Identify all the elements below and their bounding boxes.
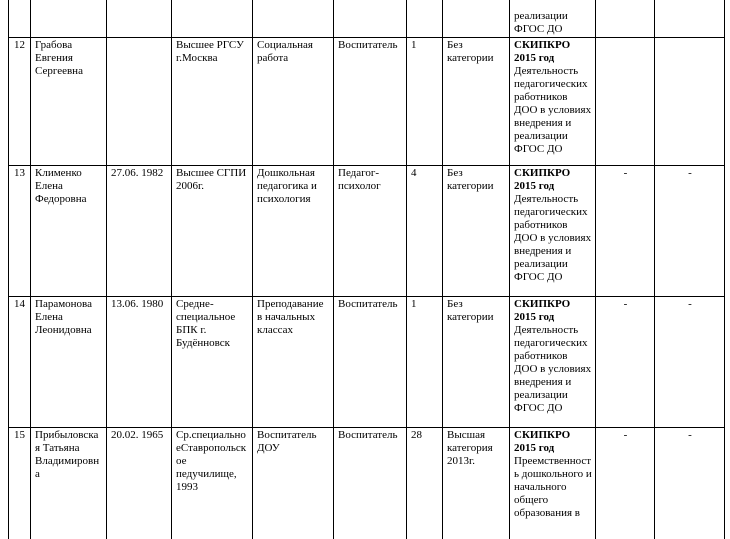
cell-specialty: Преподавание в начальных классах xyxy=(253,297,334,428)
cell-position: Воспитатель xyxy=(334,297,407,428)
cell-education: Высшее РГСУ г.Москва xyxy=(172,38,253,166)
cell-position: Воспитатель xyxy=(334,38,407,166)
cell-education: Ср.специальноеСтавропольское педучилище, 1993 xyxy=(172,428,253,539)
cell-experience: 28 xyxy=(407,428,443,539)
cell-name xyxy=(31,0,107,38)
cell-experience: 1 xyxy=(407,38,443,166)
cell-category xyxy=(443,0,510,38)
cell-col11 xyxy=(655,38,725,166)
cell-position xyxy=(334,0,407,38)
cell-birth xyxy=(107,0,172,38)
cell-specialty: Дошкольная педагогика и психология xyxy=(253,166,334,297)
cell-birth: 13.06. 1980 xyxy=(107,297,172,428)
cell-category: Без категории xyxy=(443,297,510,428)
cell-specialty: Социальная работа xyxy=(253,38,334,166)
cell-education: Средне-специальное БПК г. Будённовск xyxy=(172,297,253,428)
cell-num: 12 xyxy=(9,38,31,166)
cell-category: Без категории xyxy=(443,166,510,297)
course-title: СКИПКРО 2015 год xyxy=(514,167,571,192)
course-title: СКИПКРО 2015 год xyxy=(514,298,571,323)
cell-name: Прибыловская Татьяна Владимировна xyxy=(31,428,107,539)
cell-col11: - xyxy=(655,297,725,428)
cell-col10 xyxy=(596,0,655,38)
course-desc: Деятельность педагогических работников ДОО в условиях внедрения и реализации ФГОС ДО xyxy=(514,65,592,155)
cell-specialty xyxy=(253,0,334,38)
cell-col10: - xyxy=(596,166,655,297)
table-row xyxy=(9,166,725,297)
cell-col10: - xyxy=(596,297,655,428)
course-desc: Деятельность педагогических работников ДОО в условиях внедрения и реализации ФГОС ДО xyxy=(514,193,592,283)
cell-name: Грабова Евгения Сергеевна xyxy=(31,38,107,166)
cell-category: Без категории xyxy=(443,38,510,166)
cell-col10: - xyxy=(596,428,655,539)
cell-category: Высшая категория 2013г. xyxy=(443,428,510,539)
cell-birth: 27.06. 1982 xyxy=(107,166,172,297)
cell-course xyxy=(510,428,596,539)
cell-position: Педагог-психолог xyxy=(334,166,407,297)
cell-experience: 1 xyxy=(407,297,443,428)
cell-num xyxy=(9,0,31,38)
cell-birth: 20.02. 1965 xyxy=(107,428,172,539)
cell-education: Высшее СГПИ 2006г. xyxy=(172,166,253,297)
cell-name: Парамонова Елена Леонидовна xyxy=(31,297,107,428)
staff-table xyxy=(8,0,725,539)
cell-course xyxy=(510,166,596,297)
cell-name: Клименко Елена Федоровна xyxy=(31,166,107,297)
cell-col11 xyxy=(655,0,725,38)
cell-course xyxy=(510,38,596,166)
cell-experience xyxy=(407,0,443,38)
table-row xyxy=(9,428,725,539)
course-title: СКИПКРО 2015 год xyxy=(514,39,571,64)
cell-specialty: Воспитатель ДОУ xyxy=(253,428,334,539)
table-row xyxy=(9,38,725,166)
cell-birth xyxy=(107,38,172,166)
cell-num: 13 xyxy=(9,166,31,297)
cell-position: Воспитатель xyxy=(334,428,407,539)
course-desc: реализации ФГОС ДО xyxy=(514,10,568,35)
cell-col11: - xyxy=(655,166,725,297)
cell-education xyxy=(172,0,253,38)
table-row xyxy=(9,297,725,428)
cell-course xyxy=(510,297,596,428)
cell-col10 xyxy=(596,38,655,166)
cell-num: 14 xyxy=(9,297,31,428)
table-row-continued xyxy=(9,0,725,38)
course-title: СКИПКРО 2015 год xyxy=(514,429,571,454)
course-desc: Деятельность педагогических работников ДОО в условиях внедрения и реализации ФГОС ДО xyxy=(514,324,592,414)
course-desc: Преемственность дошкольного и начального общего образования в xyxy=(514,455,592,519)
cell-course xyxy=(510,0,596,38)
cell-col11: - xyxy=(655,428,725,539)
cell-experience: 4 xyxy=(407,166,443,297)
cell-num: 15 xyxy=(9,428,31,539)
